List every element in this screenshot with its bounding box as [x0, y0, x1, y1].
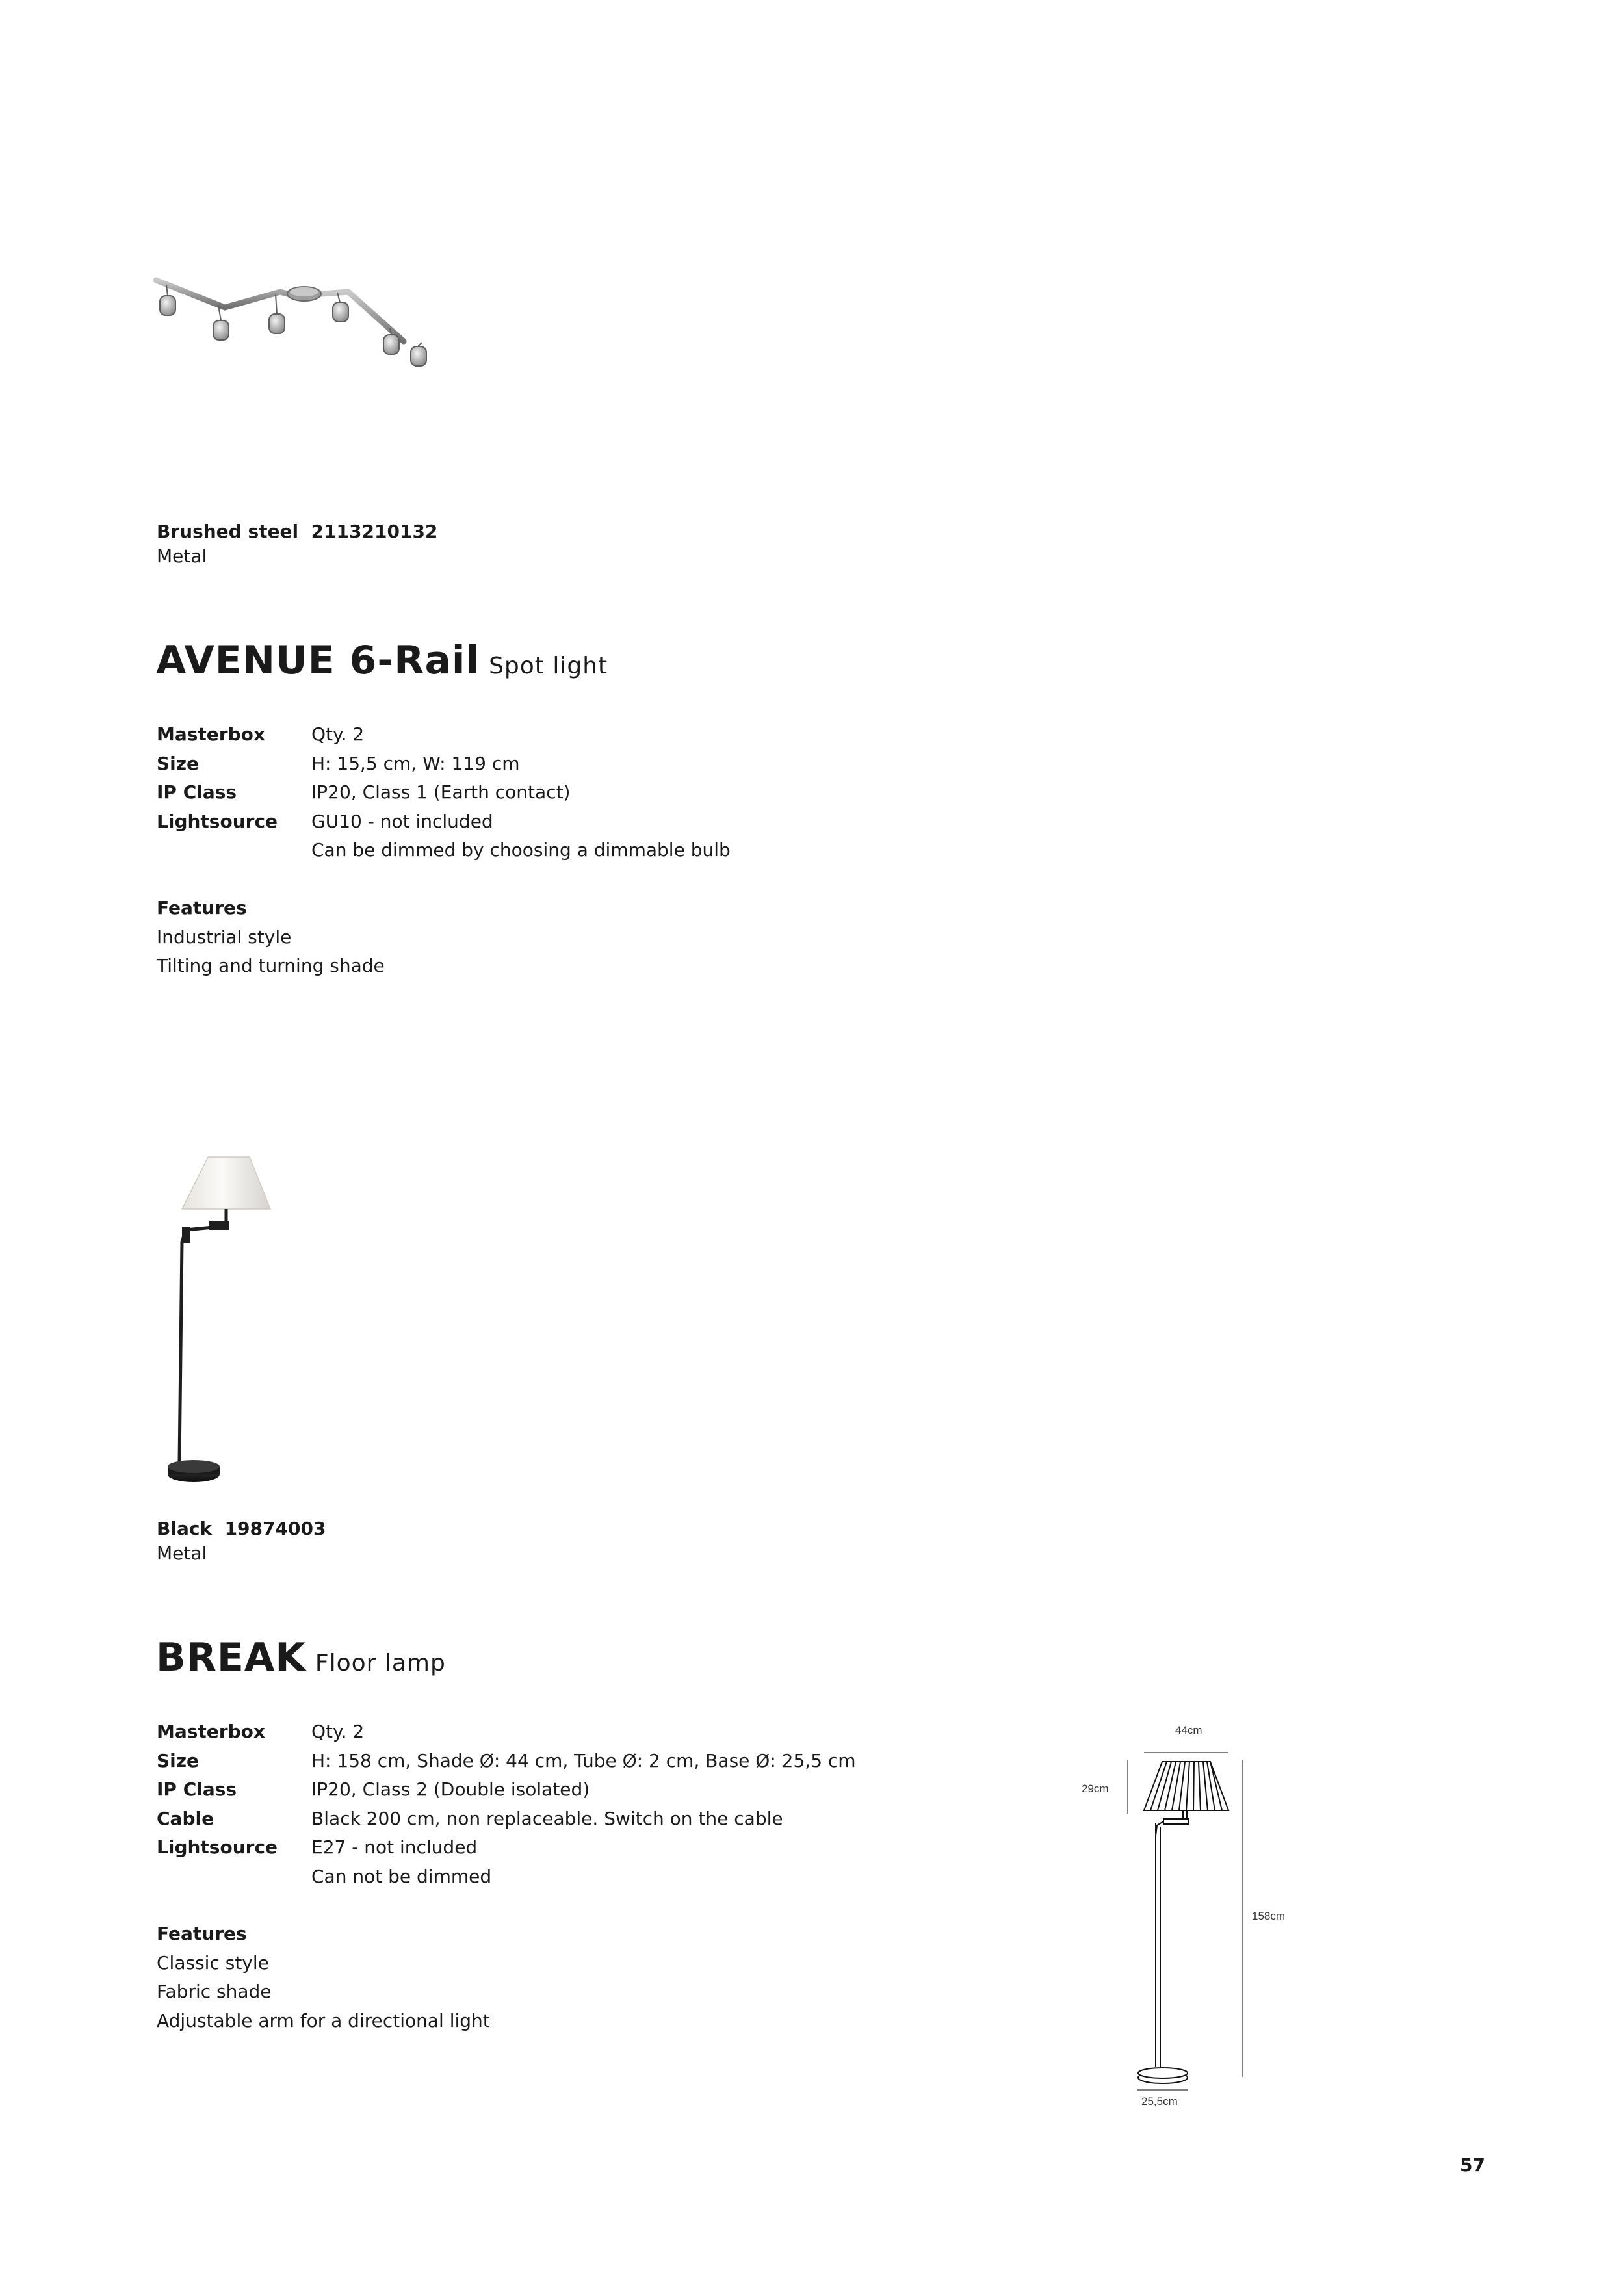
- product-name: AVENUE 6-Rail: [156, 638, 480, 683]
- variant-color-code: Black 19874003: [157, 1518, 326, 1539]
- variant-material: Metal: [157, 1543, 207, 1564]
- spec-table: [157, 720, 872, 865]
- feature-item: Classic style: [157, 1951, 269, 1974]
- spec-value: Qty. 2: [311, 724, 365, 745]
- spec-label: Cable: [157, 1807, 214, 1829]
- spec-row: [157, 720, 872, 750]
- spec-value: Qty. 2: [311, 1721, 365, 1742]
- spec-table: [157, 1717, 937, 1891]
- spot-light-rail-photo: [153, 263, 439, 377]
- spec-value: Black 200 cm, non replaceable. Switch on the cable: [311, 1807, 783, 1829]
- variant-material: Metal: [157, 545, 207, 567]
- spec-value: H: 15,5 cm, W: 119 cm: [311, 752, 520, 774]
- spec-row: [157, 1747, 937, 1776]
- dimension-label-shade-height: 29cm: [1082, 1782, 1109, 1795]
- features-list: [157, 1920, 490, 2035]
- spec-label: Lightsource: [157, 810, 278, 832]
- dimension-label-base-diameter: 25,5cm: [1141, 2095, 1178, 2107]
- spec-row: [157, 1717, 937, 1747]
- spec-row: [157, 1862, 937, 1892]
- product-type: Floor lamp: [315, 1650, 446, 1676]
- variant-color-code: Brushed steel 2113210132: [157, 521, 438, 542]
- spec-label: Size: [157, 752, 200, 774]
- spec-value: Can not be dimmed: [311, 1865, 492, 1887]
- feature-item: Industrial style: [157, 926, 292, 948]
- spec-label: Masterbox: [157, 1721, 265, 1742]
- spec-row: [157, 778, 872, 807]
- features-heading: Features: [157, 1923, 247, 1944]
- spec-value: Can be dimmed by choosing a dimmable bulb: [311, 839, 731, 861]
- product-name: BREAK: [156, 1635, 306, 1680]
- spec-label: Size: [157, 1749, 200, 1771]
- spec-value: E27 - not included: [311, 1836, 478, 1858]
- product-title: [156, 1635, 446, 1686]
- feature-item: Fabric shade: [157, 1981, 272, 2002]
- spec-label: Lightsource: [157, 1836, 278, 1858]
- spec-label: IP Class: [157, 1779, 237, 1800]
- spec-row: [157, 750, 872, 779]
- floor-lamp-dimension-drawing: [1066, 1716, 1326, 2119]
- page-number: 57: [1460, 2154, 1485, 2176]
- dimension-label-shade-width: 44cm: [1175, 1724, 1202, 1736]
- spec-value: H: 158 cm, Shade Ø: 44 cm, Tube Ø: 2 cm, Base Ø: 25,5 cm: [311, 1749, 856, 1771]
- floor-lamp-photo: [156, 1151, 305, 1489]
- spec-value: IP20, Class 1 (Earth contact): [311, 781, 571, 803]
- spec-value: GU10 - not included: [311, 810, 493, 832]
- variant-info: [157, 519, 437, 569]
- spec-row: [157, 836, 872, 865]
- spec-row: [157, 1805, 937, 1834]
- feature-item: Adjustable arm for a directional light: [157, 2009, 490, 2031]
- variant-info: [157, 1517, 326, 1566]
- product-title: [156, 638, 608, 689]
- dimension-label-total-height: 158cm: [1252, 1910, 1286, 1922]
- spec-row: [157, 1775, 937, 1805]
- features-list: [157, 894, 385, 981]
- features-heading: Features: [157, 897, 247, 919]
- feature-item: Tilting and turning shade: [157, 955, 385, 976]
- product-type: Spot light: [489, 653, 608, 679]
- spec-label: Masterbox: [157, 724, 265, 745]
- spec-row: [157, 1833, 937, 1862]
- spec-value: IP20, Class 2 (Double isolated): [311, 1779, 590, 1800]
- spec-row: [157, 807, 872, 837]
- spec-label: IP Class: [157, 781, 237, 803]
